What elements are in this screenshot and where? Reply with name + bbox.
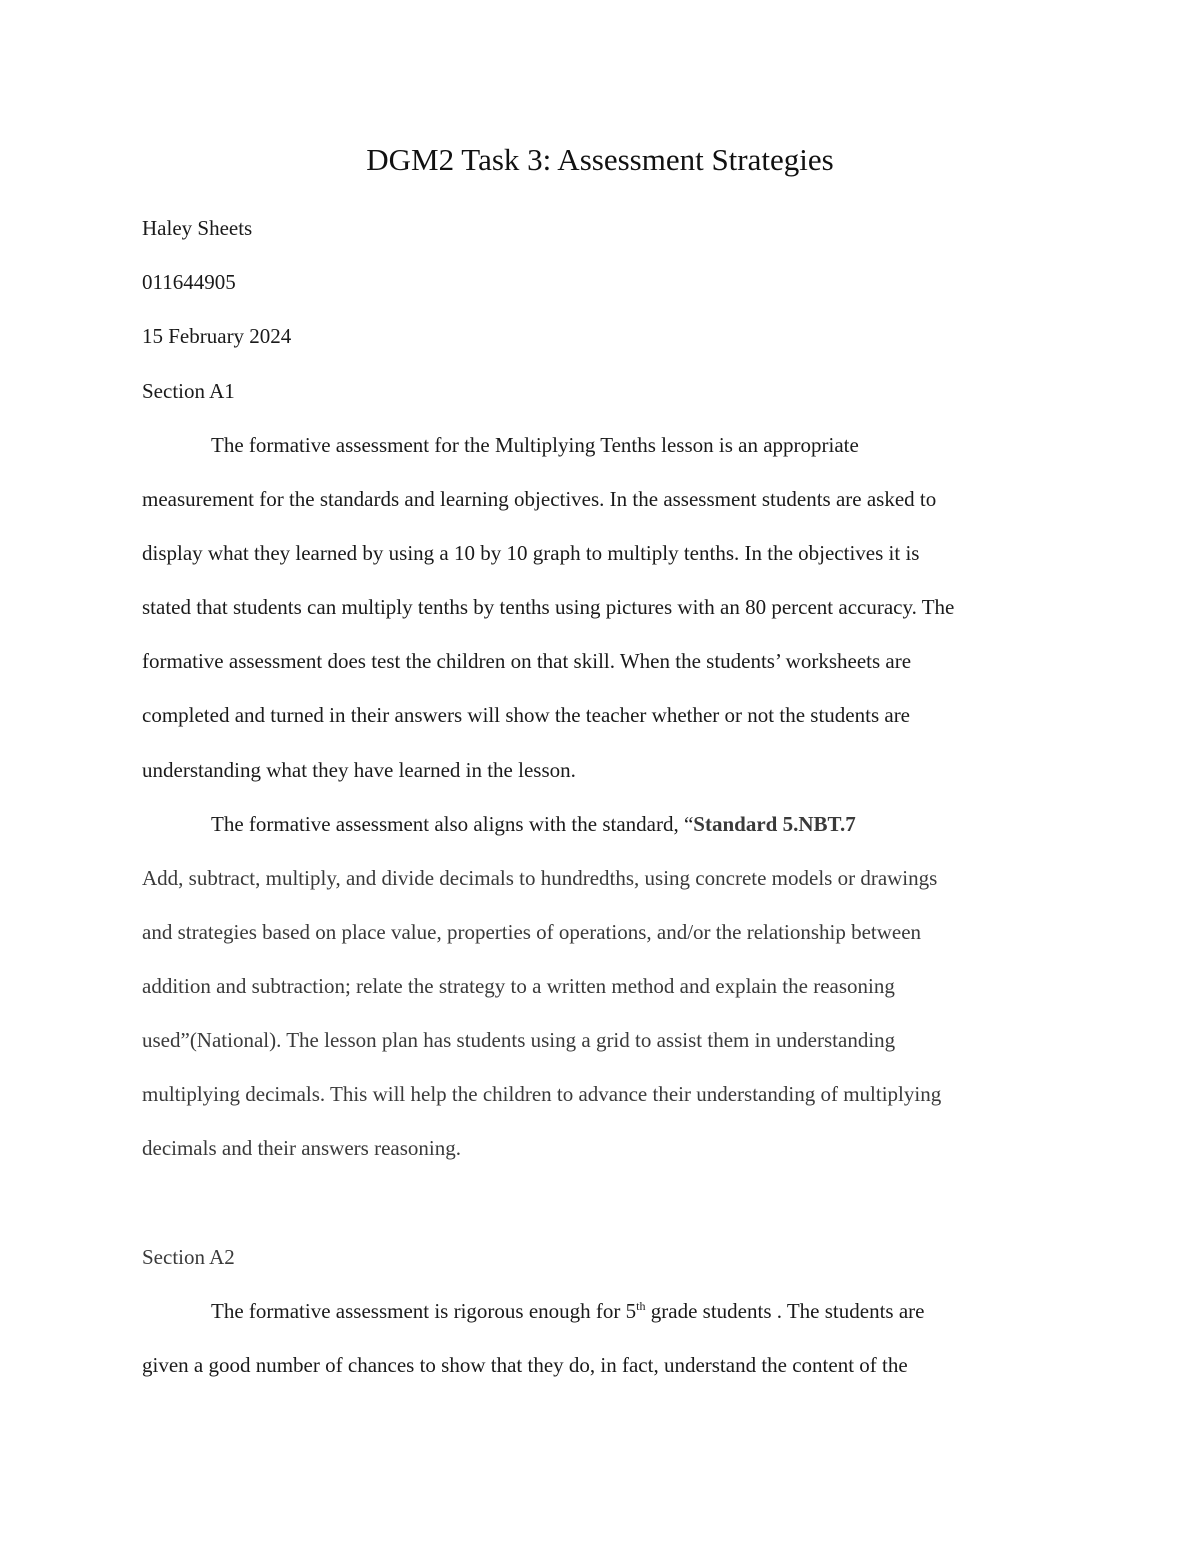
standard-quote-line: addition and subtraction; relate the strategy to a written method and explain the reasoning bbox=[142, 974, 895, 998]
paragraph-line: display what they learned by using a 10 by 10 graph to multiply tenths. In the objectives it is bbox=[142, 541, 920, 565]
standard-lead-text: The formative assessment also aligns with the standard, “ bbox=[211, 812, 694, 836]
text-segment: grade students . The students are bbox=[645, 1299, 925, 1323]
section-a1-heading: Section A1 bbox=[142, 379, 235, 403]
paragraph-line bbox=[211, 810, 1141, 838]
document-title: DGM2 Task 3: Assessment Strategies bbox=[366, 142, 834, 177]
standard-quote-line: and strategies based on place value, properties of operations, and/or the relationship between bbox=[142, 920, 922, 944]
standard-quote-line: decimals and their answers reasoning. bbox=[142, 1136, 461, 1160]
standard-title: Standard 5.NBT.7 bbox=[693, 812, 856, 836]
section-a2-heading: Section A2 bbox=[142, 1245, 235, 1269]
paragraph-line: understanding what they have learned in the lesson. bbox=[142, 758, 576, 782]
student-id: 011644905 bbox=[142, 270, 236, 294]
paragraph-line: given a good number of chances to show that they do, in fact, understand the content of the bbox=[142, 1353, 908, 1377]
paragraph-line: measurement for the standards and learning objectives. In the assessment students are asked to bbox=[142, 487, 937, 511]
paragraph-line: completed and turned in their answers will show the teacher whether or not the students are bbox=[142, 703, 911, 727]
standard-quote-line: Add, subtract, multiply, and divide decimals to hundredths, using concrete models or drawings bbox=[142, 866, 938, 890]
text-segment: The formative assessment is rigorous enough for 5 bbox=[211, 1299, 637, 1323]
superscript: th bbox=[636, 1299, 646, 1313]
standard-quote-line: multiplying decimals. This will help the children to advance their understanding of multiplying bbox=[142, 1082, 942, 1106]
paragraph-line: stated that students can multiply tenths by tenths using pictures with an 80 percent accuracy. The bbox=[142, 595, 955, 619]
paragraph-line bbox=[211, 1297, 1141, 1325]
document-date: 15 February 2024 bbox=[142, 324, 292, 348]
author-name: Haley Sheets bbox=[142, 216, 253, 240]
paragraph-line: formative assessment does test the children on that skill. When the students’ worksheets are bbox=[142, 649, 912, 673]
standard-quote-line: used”(National). The lesson plan has students using a grid to assist them in understanding bbox=[142, 1028, 896, 1052]
paragraph-line: The formative assessment for the Multiplying Tenths lesson is an appropriate bbox=[211, 433, 859, 457]
